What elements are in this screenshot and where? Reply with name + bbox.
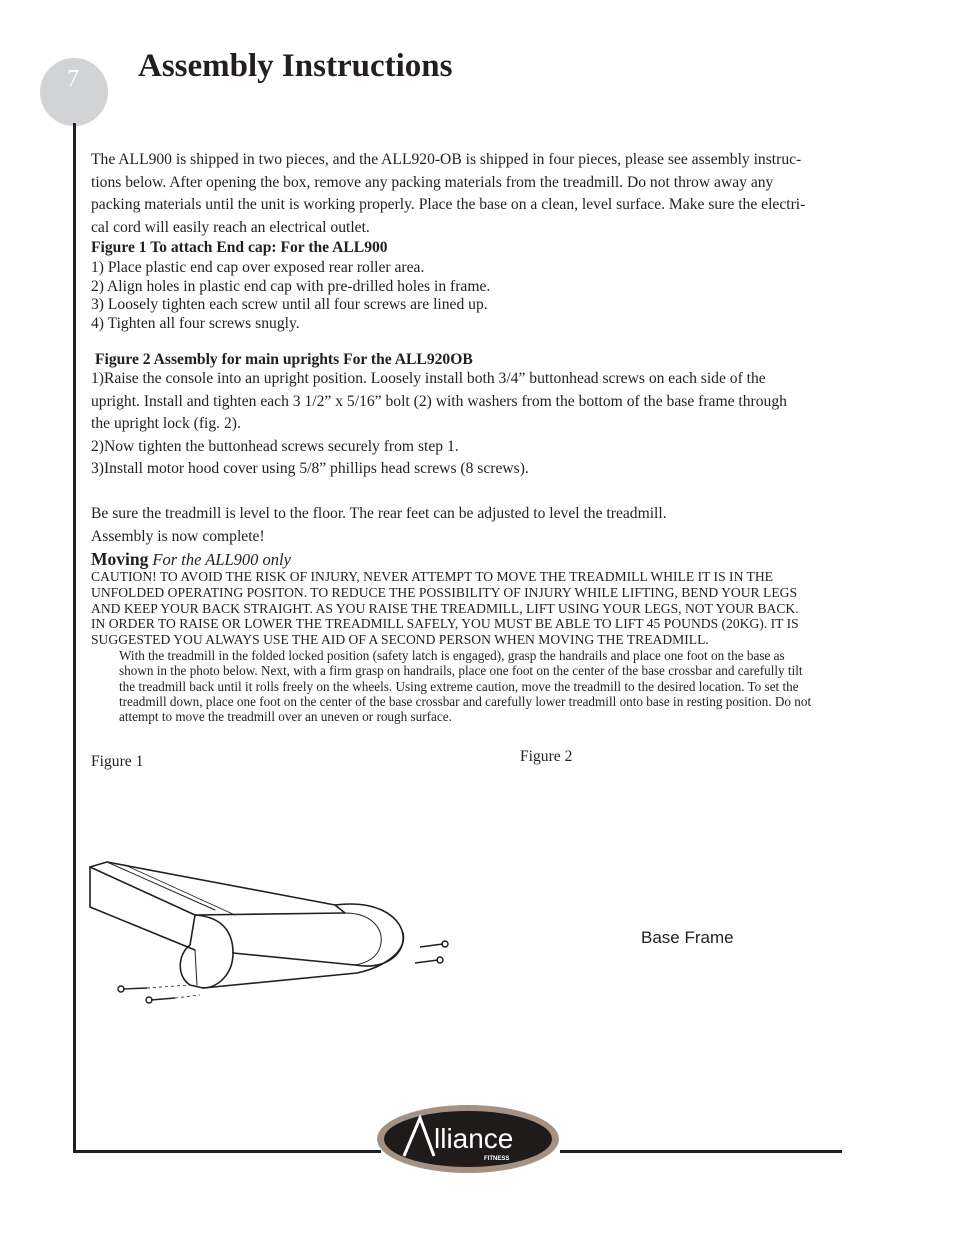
page-number: 7 [67, 66, 79, 92]
moving-heading: Moving [91, 549, 149, 569]
alliance-fitness-logo [376, 1104, 560, 1174]
moving-subheading: For the ALL900 only [152, 550, 291, 569]
caution-line: SUGGESTED YOU ALWAYS USE THE AID OF A SECOND PERSON WHEN MOVING THE TREADMILL. [91, 632, 709, 648]
figure2-line: the upright lock (fig. 2). [91, 415, 241, 432]
figure2-line: upright. Install and tighten each 3 1/2” x 5/16” bolt (2) with washers from the bottom of the base frame through [91, 392, 787, 410]
moving-instruction-line: attempt to move the treadmill over an uneven or rough surface. [119, 709, 452, 725]
page-number-badge [40, 58, 108, 126]
figure1-step: 1) Place plastic end cap over exposed rear roller area. [91, 259, 425, 276]
svg-text:FITNESS: FITNESS [484, 1156, 510, 1162]
caution-line: AND KEEP YOUR BACK STRAIGHT. AS YOU RAISE THE TREADMILL, LIFT USING YOUR LEGS, NOT YOUR BACK. [91, 600, 799, 616]
intro-line: The ALL900 is shipped in two pieces, and the ALL920-OB is shipped in four pieces, please see assembly instruc- [91, 151, 802, 168]
moving-instruction-line: shown in the photo below. Next, with a firm grasp on handrails, place one foot on the center of the base crossbar and carefully tilt [119, 663, 803, 679]
moving-caution [91, 569, 931, 648]
level-note [91, 503, 931, 548]
figure2-label: Figure 2 [520, 748, 573, 765]
figure1-step: 3) Loosely tighten each screw until all four screws are lined up. [91, 296, 488, 314]
caution-line: IN ORDER TO RAISE OR LOWER THE TREADMILL SAFELY, YOU MUST BE ABLE TO LIFT 45 POUNDS (20KG). IT IS [91, 616, 799, 632]
bottom-frame-rule-right [560, 1150, 842, 1153]
level-note-line: Be sure the treadmill is level to the floor. The rear feet can be adjusted to level the treadmill. [91, 505, 667, 522]
intro-line: cal cord will easily reach an electrical outlet. [91, 218, 370, 236]
level-note-line: Assembly is now complete! [91, 527, 265, 545]
moving-instructions [119, 648, 933, 724]
svg-text:lliance: lliance [434, 1123, 514, 1154]
caution-line: CAUTION! TO AVOID THE RISK OF INJURY, NEVER ATTEMPT TO MOVE THE TREADMILL WHILE IT IS IN THE [91, 569, 773, 584]
moving-instruction-line: With the treadmill in the folded locked position (safety latch is engaged), grasp the handrails and place one foot on the base as [119, 648, 785, 663]
figure2-instructions [91, 368, 931, 481]
caution-line: UNFOLDED OPERATING POSITON. TO REDUCE THE POSSIBILITY OF INJURY WHILE LIFTING, BEND YOUR LEGS [91, 584, 798, 600]
figure1-steps [91, 259, 490, 334]
page-title: Assembly Instructions [138, 48, 453, 84]
figure2-line: 1)Raise the console into an upright position. Loosely install both 3/4” buttonhead screws on each side of the [91, 370, 766, 387]
moving-instruction-line: the treadmill back until it rolls freely on the wheels. Using extreme caution, move the treadmill to the desired location. To set the [119, 678, 799, 694]
moving-heading-row [91, 549, 291, 570]
bottom-frame-rule-left [73, 1150, 381, 1153]
end-cap-illustration [85, 855, 455, 1015]
intro-line: packing materials until the unit is working properly. Place the base on a clean, level surface. Make sure the electri- [91, 196, 806, 213]
moving-instruction-line: treadmill down, place one foot on the center of the base crossbar and carefully lower treadmill onto base in resting position. Do not [119, 693, 812, 709]
figure1-label: Figure 1 [91, 753, 144, 770]
figure1-step: 2) Align holes in plastic end cap with pre-drilled holes in frame. [91, 277, 491, 295]
figure2-line: 3)Install motor hood cover using 5/8” phillips head screws (8 screws). [91, 460, 529, 477]
left-frame-rule [73, 123, 76, 1153]
intro-line: tions below. After opening the box, remove any packing materials from the treadmill. Do not throw away any [91, 173, 774, 191]
figure2-line: 2)Now tighten the buttonhead screws securely from step 1. [91, 437, 459, 455]
base-frame-label: Base Frame [641, 928, 734, 947]
figure1-step: 4) Tighten all four screws snugly. [91, 315, 300, 333]
figure1-heading: Figure 1 To attach End cap: For the ALL900 [91, 239, 388, 256]
intro-paragraph [91, 149, 931, 239]
logo-emblem-icon [376, 1104, 560, 1174]
figure2-heading: Figure 2 Assembly for main uprights For the ALL920OB [95, 351, 473, 368]
